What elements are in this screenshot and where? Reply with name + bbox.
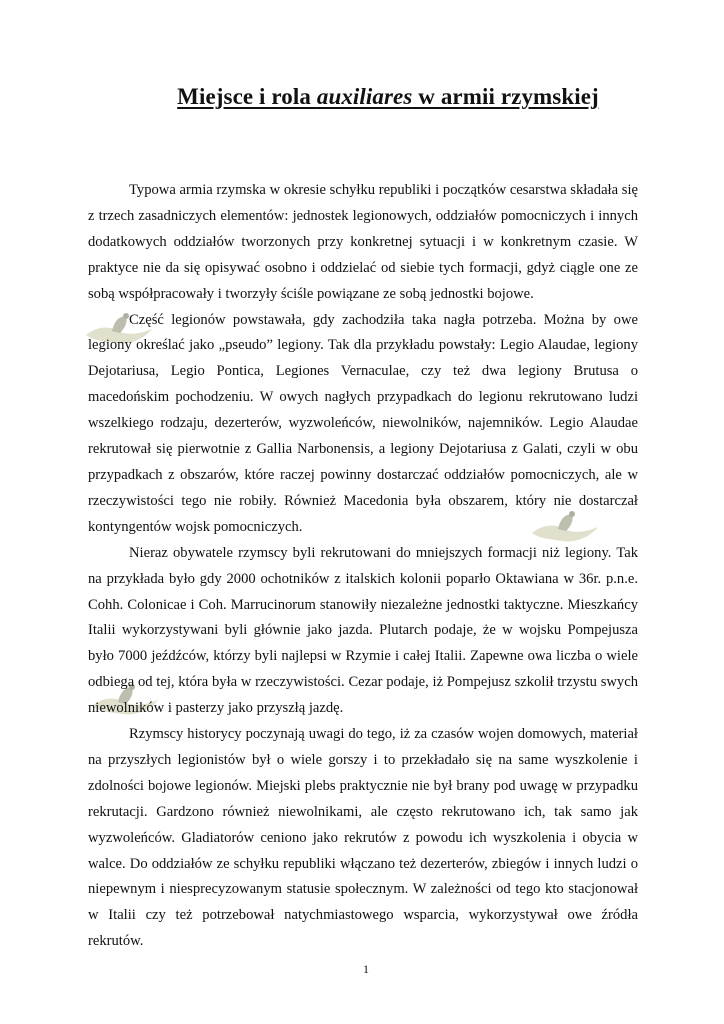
title-prefix: Miejsce i rola <box>177 84 317 109</box>
page-number: 1 <box>363 962 369 976</box>
document-title <box>0 84 724 110</box>
paragraph: Część legionów powstawała, gdy zachodziła taka nagła potrzeba. Można by owe legiony określać jako „pseudo” legiony. Tak dla przykładu powstały: Legio Alaudae, legiony Dejotariusa, Legio Pontica, Legiones Vernaculae, czy też dwa legiony Brutusa o macedońskim pochodzeniu. W owych nagłych przypadkach do legionu rekrutowano ludzi wszelkiego rodzaju, dezerterów, wyzwoleńców, niewolników, najemników. Legio Alaudae rekrutował się pierwotnie z Gallia Narbonensis, a legiony Dejotariusa z Galati, czyli w obu przypadkach z obszarów, które raczej powinny dostarczać oddziałów pomocniczych, ale w rzeczywistości tego nie robiły. Również Macedonia była obszarem, który nie dostarczał kontyngentów wojsk pomocniczych. <box>88 311 638 535</box>
document-body <box>88 178 638 955</box>
title-suffix: w armii rzymskiej <box>412 84 599 109</box>
paragraph: Rzymscy historycy poczynają uwagi do tego, iż za czasów wojen domowych, materiał na przyszłych legionistów był o wiele gorszy i to przekładało się na same wyszkolenie i zdolności bojowe legionów. Miejski plebs praktycznie nie był brany pod uwagę w przypadku rekrutacji. Gardzono również niewolnikami, ale często rekrutowano ich, tak samo jak wyzwoleńców. Gladiatorów ceniono jako rekrutów z powodu ich wyszkolenia i obycia w walce. Do oddziałów ze schyłku republiki włączano też dezerterów, zbiegów i innych ludzi o niepewnym i niesprecyzowanym statusie społecznym. W zależności od tego kto stacjonował w Italii czy też potrzebował natychmiastowego wsparcia, wykorzystywał owe źródła rekrutów. <box>88 726 638 950</box>
title-italic-term: auxiliares <box>316 84 413 109</box>
paragraph: Typowa armia rzymska w okresie schyłku republiki i początków cesarstwa składała się z trzech zasadniczych elementów: jednostek legionowych, oddziałów pomocniczych i innych dodatkowych oddziałów tworzonych przy konkretnej sytuacji i w konkretnym czasie. W praktyce nie da się opisywać osobno i oddzielać od siebie tych formacji, gdyż ciągle one ze sobą współpracowały i tworzyły ściśle powiązane ze sobą jednostki bojowe. <box>88 182 638 302</box>
paragraph: Nieraz obywatele rzymscy byli rekrutowani do mniejszych formacji niż legiony. Tak na przykłada było gdy 2000 ochotników z italskich kolonii poparło Oktawiana w 36r. p.n.e. Cohh. Colonicae i Coh. Marrucinorum stanowiły niezależne jednostki taktyczne. Mieszkańcy Italii wykorzystywani byli głównie jako jazda. Plutarch podaje, że w wojsku Pompejusza było 7000 jeźdźców, którzy byli najlepsi w Rzymie i całej Italii. Zapewne owa liczba o wiele odbiega od tej, która była w rzeczywistości. Cezar podaje, iż Pompejusz szkolił trzystu swych niewolników i pasterzy jako przyszłą jazdę. <box>88 544 638 717</box>
